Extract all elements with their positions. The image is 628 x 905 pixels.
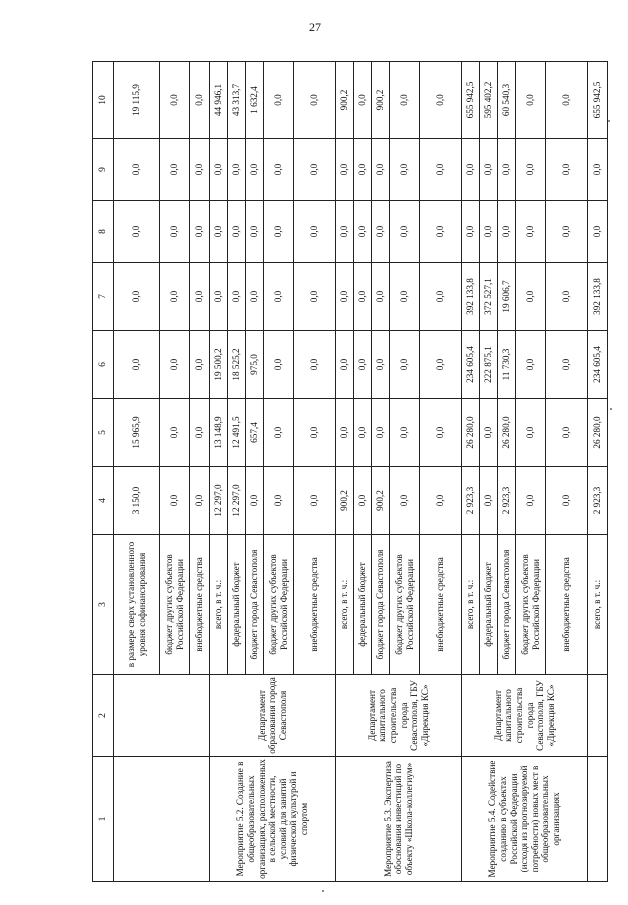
value-cell: 0,0: [336, 201, 354, 263]
value-cell: 0,0: [390, 399, 420, 467]
funding-source-cell: федеральный бюджет: [480, 535, 498, 675]
value-cell: 19 500,2: [210, 331, 228, 399]
value-cell: 0,0: [228, 201, 246, 263]
value-cell: 0,0: [420, 399, 462, 467]
value-cell: 0,0: [372, 331, 390, 399]
value-cell: 0,0: [354, 62, 372, 139]
value-cell: 0,0: [516, 201, 546, 263]
value-cell: 0,0: [390, 331, 420, 399]
value-cell: 1 632,4: [246, 62, 264, 139]
value-cell: 0,0: [160, 62, 190, 139]
value-cell: 0,0: [372, 201, 390, 263]
value-cell: 44 946,1: [210, 62, 228, 139]
value-cell: 0,0: [160, 201, 190, 263]
header-cell: 1: [93, 757, 114, 882]
value-cell: 0,0: [420, 139, 462, 201]
table-row: [462, 62, 480, 882]
value-cell: 60 540,3: [498, 62, 516, 139]
value-cell: 2 923,3: [498, 467, 516, 535]
measure-name-cell: Мероприятие 5.2. Создание в общеобразовательных организациях, расположенных в сельской местности, условий для занятий физической культурой и спортом: [210, 757, 336, 882]
value-cell: 0,0: [294, 62, 336, 139]
funding-source-cell: внебюджетные средства: [294, 535, 336, 675]
rotated-table-container: [92, 62, 603, 882]
value-cell: 0,0: [264, 62, 294, 139]
funding-source-cell: внебюджетные средства: [546, 535, 588, 675]
funding-source-cell: бюджет города Севастополя: [246, 535, 264, 675]
scan-speck: [610, 408, 612, 410]
funding-source-cell: федеральный бюджет: [354, 535, 372, 675]
value-cell: 0,0: [294, 399, 336, 467]
funding-source-cell: внебюджетные средства: [190, 535, 210, 675]
value-cell: 12 297,0: [210, 467, 228, 535]
value-cell: 0,0: [354, 139, 372, 201]
value-cell: 0,0: [546, 201, 588, 263]
value-cell: 26 280,0: [588, 399, 608, 467]
value-cell: 0,0: [246, 201, 264, 263]
value-cell: 0,0: [114, 263, 160, 331]
value-cell: 0,0: [228, 263, 246, 331]
value-cell: 0,0: [294, 331, 336, 399]
value-cell: 0,0: [264, 331, 294, 399]
value-cell: 0,0: [246, 139, 264, 201]
table-row: [114, 62, 160, 882]
value-cell: 0,0: [246, 467, 264, 535]
header-cell: 9: [93, 139, 114, 201]
value-cell: 0,0: [516, 263, 546, 331]
value-cell: 2 923,3: [588, 467, 608, 535]
value-cell: 0,0: [420, 331, 462, 399]
value-cell: 19 606,7: [498, 263, 516, 331]
value-cell: 0,0: [190, 201, 210, 263]
value-cell: 0,0: [372, 399, 390, 467]
value-cell: 0,0: [190, 467, 210, 535]
value-cell: 0,0: [264, 467, 294, 535]
funding-source-cell: всего, в т. ч.:: [210, 535, 228, 675]
value-cell: 0,0: [160, 263, 190, 331]
executor-cell: Департамент образования города Севастополя: [210, 675, 336, 757]
header-cell: 7: [93, 263, 114, 331]
empty-cell: [588, 757, 608, 882]
funding-source-cell: бюджет других субъектов Российской Федерации: [516, 535, 546, 675]
value-cell: 0,0: [516, 467, 546, 535]
value-cell: 0,0: [160, 467, 190, 535]
value-cell: 0,0: [190, 62, 210, 139]
value-cell: 0,0: [160, 139, 190, 201]
value-cell: 0,0: [390, 467, 420, 535]
header-cell: 3: [93, 535, 114, 675]
value-cell: 11 730,3: [498, 331, 516, 399]
value-cell: 0,0: [588, 139, 608, 201]
funding-source-cell: бюджет города Севастополя: [498, 535, 516, 675]
value-cell: 0,0: [498, 139, 516, 201]
value-cell: 0,0: [264, 263, 294, 331]
value-cell: 0,0: [294, 201, 336, 263]
value-cell: 0,0: [336, 263, 354, 331]
value-cell: 26 280,0: [498, 399, 516, 467]
value-cell: 0,0: [480, 399, 498, 467]
page-number: 27: [309, 20, 321, 34]
value-cell: 2 923,3: [462, 467, 480, 535]
value-cell: 0,0: [390, 139, 420, 201]
value-cell: 0,0: [390, 62, 420, 139]
value-cell: 19 115,9: [114, 62, 160, 139]
value-cell: 0,0: [354, 201, 372, 263]
header-cell: 8: [93, 201, 114, 263]
header-cell: 6: [93, 331, 114, 399]
value-cell: 234 605,4: [462, 331, 480, 399]
empty-cell: [588, 675, 608, 757]
value-cell: 655 942,5: [462, 62, 480, 139]
value-cell: 0,0: [190, 331, 210, 399]
value-cell: 0,0: [462, 139, 480, 201]
value-cell: 0,0: [480, 467, 498, 535]
value-cell: 0,0: [372, 139, 390, 201]
value-cell: 595 402,2: [480, 62, 498, 139]
value-cell: 0,0: [114, 331, 160, 399]
value-cell: 0,0: [546, 62, 588, 139]
executor-cell: Департамент капитального строительства города Севастополя, ГБУ «Дирекция КС»: [462, 675, 588, 757]
value-cell: 26 280,0: [462, 399, 480, 467]
value-cell: 0,0: [420, 263, 462, 331]
funding-source-cell: бюджет города Севастополя: [372, 535, 390, 675]
value-cell: 15 965,9: [114, 399, 160, 467]
value-cell: 0,0: [462, 201, 480, 263]
value-cell: 0,0: [546, 331, 588, 399]
table-row: [336, 62, 354, 882]
header-row: [93, 62, 114, 882]
measure-name-cell: Мероприятие 5.3. Экспертиза обоснования инвестиций по объекту «Школа-коллегиум»: [336, 757, 462, 882]
value-cell: 0,0: [546, 467, 588, 535]
value-cell: 0,0: [210, 139, 228, 201]
value-cell: 0,0: [480, 201, 498, 263]
funding-source-cell: в размере сверх установленного уровня софинансирования: [114, 535, 160, 675]
value-cell: 0,0: [480, 139, 498, 201]
value-cell: 0,0: [210, 263, 228, 331]
value-cell: 0,0: [160, 331, 190, 399]
value-cell: 0,0: [294, 139, 336, 201]
value-cell: 0,0: [420, 201, 462, 263]
value-cell: 0,0: [190, 139, 210, 201]
value-cell: 18 525,2: [228, 331, 246, 399]
value-cell: 0,0: [354, 467, 372, 535]
value-cell: 12 297,0: [228, 467, 246, 535]
value-cell: 0,0: [354, 399, 372, 467]
funding-source-cell: бюджет других субъектов Российской Федерации: [390, 535, 420, 675]
value-cell: 0,0: [336, 139, 354, 201]
value-cell: 0,0: [160, 399, 190, 467]
funding-source-cell: всего, в т. ч.:: [588, 535, 608, 675]
header-cell: 5: [93, 399, 114, 467]
funding-source-cell: всего, в т. ч.:: [462, 535, 480, 675]
measure-name-cell: Мероприятие 5.4. Содействие созданию в субъектах Российской Федерации (исходя из прогнозируемой потребности) новых мест в общеобразовательных организациях: [462, 757, 588, 882]
value-cell: 0,0: [354, 331, 372, 399]
value-cell: 0,0: [264, 139, 294, 201]
value-cell: 0,0: [498, 201, 516, 263]
value-cell: 0,0: [264, 399, 294, 467]
header-cell: 10: [93, 62, 114, 139]
funding-source-cell: внебюджетные средства: [420, 535, 462, 675]
value-cell: 372 527,1: [480, 263, 498, 331]
value-cell: 0,0: [264, 201, 294, 263]
value-cell: 0,0: [420, 467, 462, 535]
value-cell: 0,0: [372, 263, 390, 331]
table-row: [210, 62, 228, 882]
value-cell: 0,0: [114, 201, 160, 263]
value-cell: 0,0: [190, 399, 210, 467]
value-cell: 657,4: [246, 399, 264, 467]
header-cell: 4: [93, 467, 114, 535]
scan-speck: [322, 890, 324, 892]
value-cell: 975,0: [246, 331, 264, 399]
budget-table: [92, 61, 608, 882]
funding-source-cell: федеральный бюджет: [228, 535, 246, 675]
value-cell: 392 133,8: [588, 263, 608, 331]
value-cell: 0,0: [114, 139, 160, 201]
value-cell: 900,2: [336, 467, 354, 535]
value-cell: 0,0: [390, 201, 420, 263]
value-cell: 0,0: [516, 399, 546, 467]
value-cell: 900,2: [336, 62, 354, 139]
table-body: [114, 62, 608, 882]
value-cell: 0,0: [190, 263, 210, 331]
value-cell: 222 875,1: [480, 331, 498, 399]
value-cell: 0,0: [516, 139, 546, 201]
value-cell: 0,0: [546, 139, 588, 201]
funding-source-cell: бюджет других субъектов Российской Федерации: [160, 535, 190, 675]
value-cell: 234 605,4: [588, 331, 608, 399]
value-cell: 0,0: [546, 399, 588, 467]
value-cell: 13 148,9: [210, 399, 228, 467]
scan-speck: [608, 120, 610, 122]
value-cell: 0,0: [246, 263, 264, 331]
funding-source-cell: всего, в т. ч.:: [336, 535, 354, 675]
header-cell: 2: [93, 675, 114, 757]
value-cell: 3 150,0: [114, 467, 160, 535]
value-cell: 0,0: [390, 263, 420, 331]
value-cell: 0,0: [546, 263, 588, 331]
value-cell: 43 313,7: [228, 62, 246, 139]
funding-source-cell: бюджет других субъектов Российской Федерации: [264, 535, 294, 675]
value-cell: 0,0: [336, 331, 354, 399]
value-cell: 0,0: [588, 201, 608, 263]
executor-cell: Департамент капитального строительства города Севастополя, ГБУ «Дирекция КС»: [336, 675, 462, 757]
empty-cell: [114, 675, 210, 757]
value-cell: 392 133,8: [462, 263, 480, 331]
value-cell: 0,0: [336, 399, 354, 467]
value-cell: 0,0: [210, 201, 228, 263]
value-cell: 0,0: [420, 62, 462, 139]
value-cell: 0,0: [294, 263, 336, 331]
empty-cell: [114, 757, 210, 882]
value-cell: 0,0: [354, 263, 372, 331]
value-cell: 0,0: [516, 62, 546, 139]
value-cell: 0,0: [516, 331, 546, 399]
table-row: [588, 62, 608, 882]
value-cell: 0,0: [294, 467, 336, 535]
value-cell: 655 942,5: [588, 62, 608, 139]
value-cell: 12 491,5: [228, 399, 246, 467]
value-cell: 900,2: [372, 62, 390, 139]
value-cell: 900,2: [372, 467, 390, 535]
value-cell: 0,0: [228, 139, 246, 201]
